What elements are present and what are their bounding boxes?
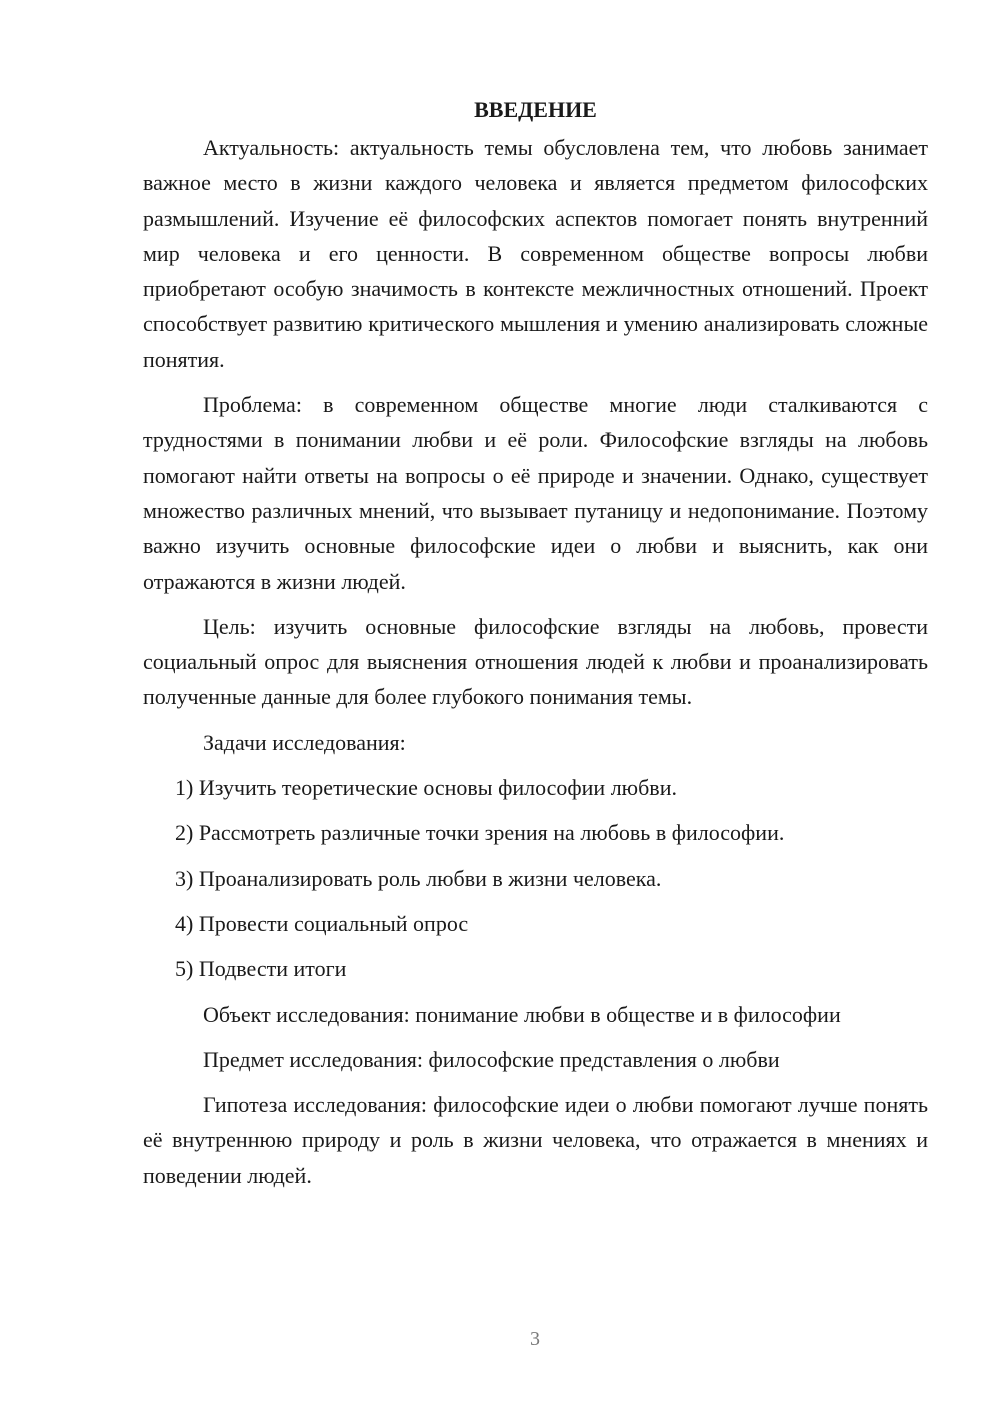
goal-paragraph: Цель: изучить основные философские взгляды на любовь, провести социальный опрос для выяснения отношения людей к любви и проанализировать полученные данные для более глубокого понимания темы. (143, 613, 928, 710)
tasks-list (143, 770, 928, 986)
page-number: 3 (530, 1328, 540, 1350)
problem-paragraph: Проблема: в современном обществе многие люди сталкиваются с трудностями в понимании любви и её роли. Философские взгляды на любовь помогают найти ответы на вопросы о её природе и значении. Однако, существует множество различных мнений, что вызывает путаницу и недопонимание. Поэтому важно изучить основные философские идеи о любви и выяснить, как они отражаются в жизни людей. (143, 392, 928, 594)
hypothesis-paragraph: Гипотеза исследования: философские идеи о любви помогают лучше понять её внутреннюю природу и роль в жизни человека, что отражается в мнениях и поведении людей. (143, 1092, 928, 1188)
subject-paragraph: Предмет исследования: философские представления о любви (203, 1046, 780, 1072)
page-title: ВВЕДЕНИЕ (474, 97, 597, 122)
list-item: 3) Проанализировать роль любви в жизни человека. (175, 865, 662, 891)
object-paragraph: Объект исследования: понимание любви в обществе и в философии (203, 1001, 841, 1027)
document-page (143, 92, 928, 1203)
list-item: 5) Подвести итоги (175, 956, 347, 982)
relevance-paragraph: Актуальность: актуальность темы обусловлена тем, что любовь занимает важное место в жизни каждого человека и является предметом философских размышлений. Изучение её философских аспектов помогает понять внутренний мир человека и его ценности. В современном обществе вопросы любви приобретают особую значимость в контексте межличностных отношений. Проект способствует развитию критического мышления и умению анализировать сложные понятия. (143, 135, 928, 372)
tasks-heading: Задачи исследования: (203, 729, 406, 755)
list-item: 2) Рассмотреть различные точки зрения на любовь в философии. (175, 820, 785, 846)
list-item: 1) Изучить теоретические основы философии любви. (175, 775, 677, 801)
list-item: 4) Провести социальный опрос (175, 910, 469, 936)
